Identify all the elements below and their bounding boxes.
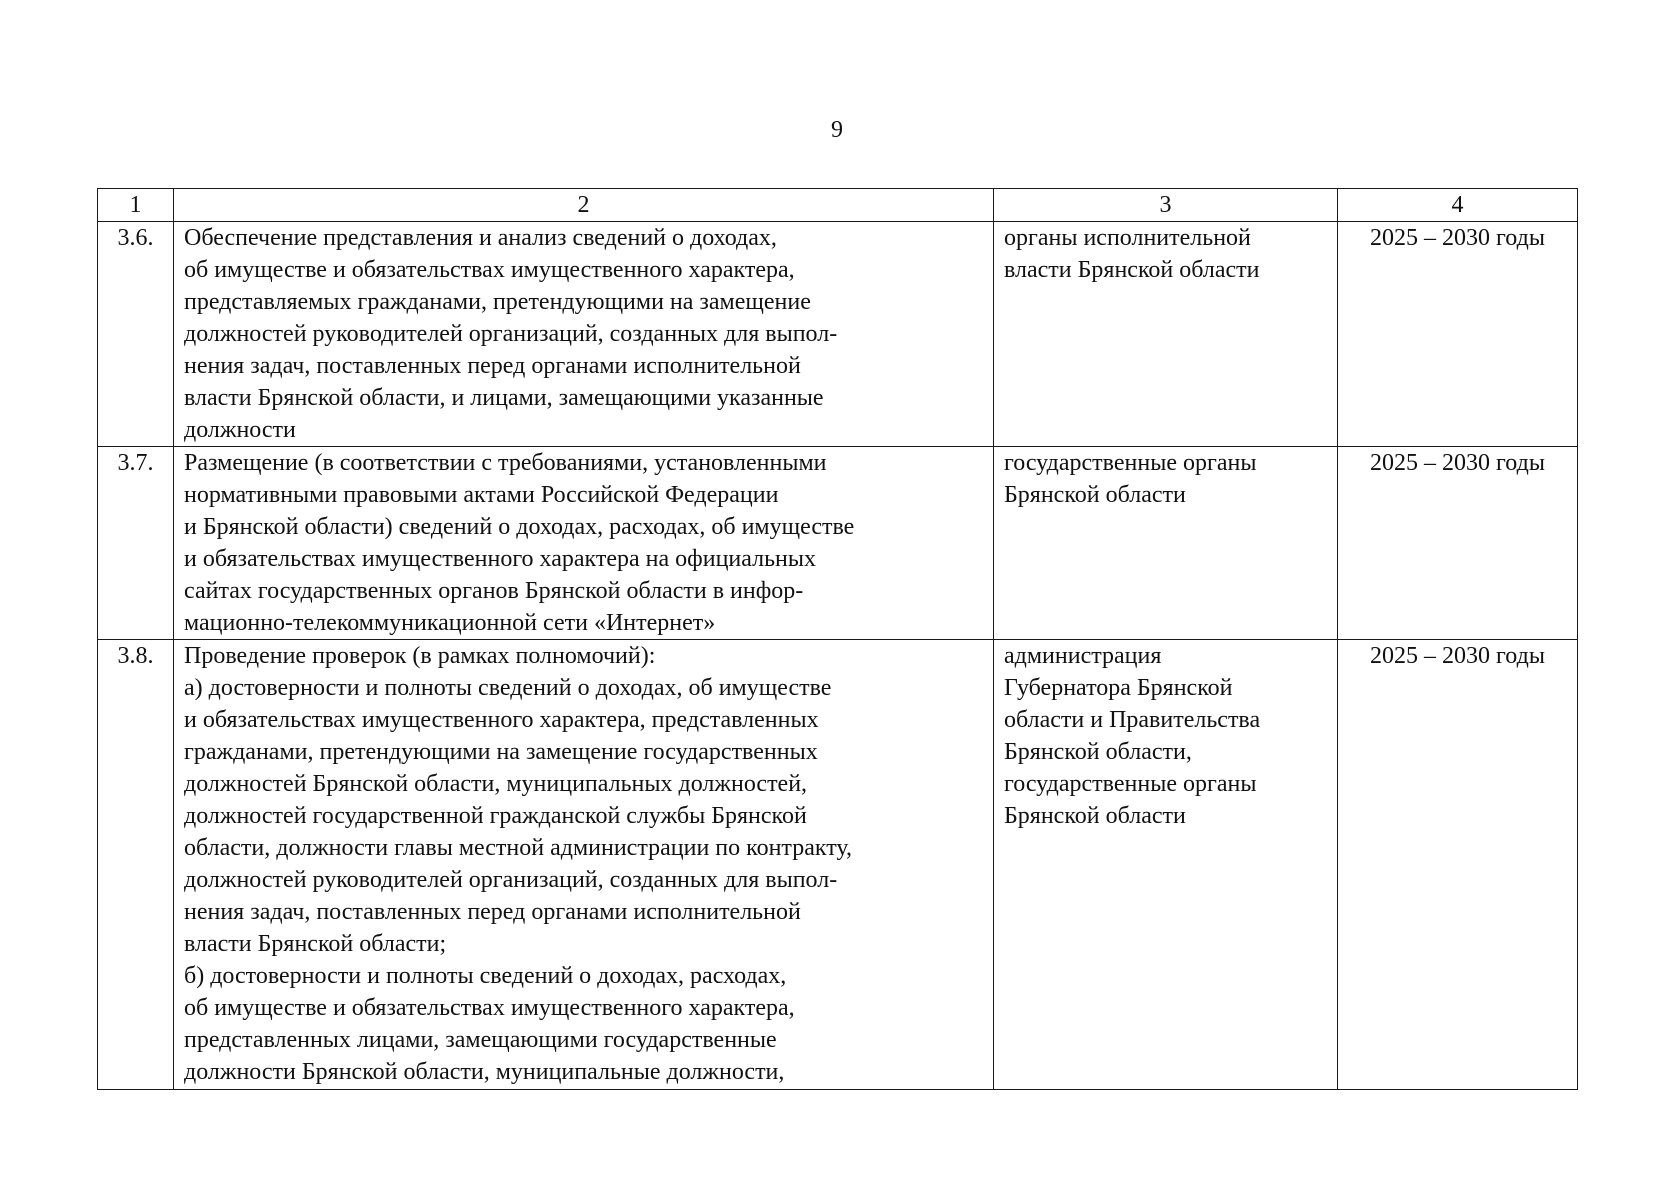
text-line: и обязательствах имущественного характера на официальных: [184, 546, 817, 572]
text-line: и Брянской области) сведений о доходах, расходах, об имуществе: [184, 514, 855, 540]
row-number: 3.7.: [98, 447, 174, 640]
column-header-3: 3: [994, 189, 1338, 222]
row-number: 3.8.: [98, 640, 174, 1090]
table-row: [98, 640, 1578, 1090]
text-line: должностей Брянской области, муниципальных должностей,: [184, 771, 808, 797]
text-line: об имуществе и обязательствах имущественного характера,: [184, 257, 795, 283]
implementation-period: 2025 – 2030 годы: [1338, 640, 1578, 1090]
text-line: Брянской области: [1004, 482, 1186, 508]
text-line: должностей государственной гражданской службы Брянской: [184, 803, 807, 829]
text-line: власти Брянской области;: [184, 931, 447, 957]
measure-description: [174, 222, 994, 447]
responsible-executors: [994, 640, 1338, 1090]
text-line: должностей руководителей организаций, созданных для выпол-: [184, 867, 838, 893]
text-line: области, должности главы местной администрации по контракту,: [184, 835, 852, 861]
table-row: [98, 447, 1578, 640]
text-line: власти Брянской области, и лицами, замещающими указанные: [184, 385, 824, 411]
text-line: и обязательствах имущественного характера, представленных: [184, 707, 819, 733]
column-header-2: 2: [174, 189, 994, 222]
text-line: государственные органы: [1004, 450, 1257, 476]
implementation-period: 2025 – 2030 годы: [1338, 447, 1578, 640]
text-line: представляемых гражданами, претендующими на замещение: [184, 289, 811, 315]
implementation-period: 2025 – 2030 годы: [1338, 222, 1578, 447]
text-line: об имуществе и обязательствах имущественного характера,: [184, 995, 795, 1021]
column-header-4: 4: [1338, 189, 1578, 222]
text-line: Губернатора Брянской: [1004, 675, 1233, 701]
text-line: государственные органы: [1004, 771, 1257, 797]
text-line: Проведение проверок (в рамках полномочий):: [184, 643, 656, 669]
text-line: области и Правительства: [1004, 707, 1261, 733]
page-number: 9: [831, 117, 843, 143]
text-line: гражданами, претендующими на замещение государственных: [184, 739, 818, 765]
table-row: [98, 222, 1578, 447]
row-number: 3.6.: [98, 222, 174, 447]
text-line: власти Брянской области: [1004, 257, 1260, 283]
measure-description: [174, 447, 994, 640]
text-line: нормативными правовыми актами Российской Федерации: [184, 482, 779, 508]
text-line: Брянской области: [1004, 803, 1186, 829]
text-line: б) достоверности и полноты сведений о доходах, расходах,: [184, 963, 787, 989]
text-line: должностей руководителей организаций, созданных для выпол-: [184, 321, 838, 347]
text-line: мационно-телекоммуникационной сети «Интернет»: [184, 610, 716, 636]
measure-description: [174, 640, 994, 1090]
text-line: Обеспечение представления и анализ сведений о доходах,: [184, 225, 777, 251]
measures-table: [97, 188, 1578, 1090]
text-line: Брянской области,: [1004, 739, 1192, 765]
text-line: органы исполнительной: [1004, 225, 1251, 251]
text-line: а) достоверности и полноты сведений о доходах, об имуществе: [184, 675, 832, 701]
table-header-row: [98, 189, 1578, 222]
column-header-1: 1: [98, 189, 174, 222]
text-line: должности Брянской области, муниципальные должности,: [184, 1059, 785, 1085]
text-line: нения задач, поставленных перед органами исполнительной: [184, 899, 801, 925]
responsible-executors: [994, 222, 1338, 447]
text-line: представленных лицами, замещающими государственные: [184, 1027, 777, 1053]
text-line: сайтах государственных органов Брянской области в инфор-: [184, 578, 804, 604]
text-line: Размещение (в соответствии с требованиями, установленными: [184, 450, 827, 476]
text-line: нения задач, поставленных перед органами исполнительной: [184, 353, 801, 379]
responsible-executors: [994, 447, 1338, 640]
text-line: администрация: [1004, 643, 1162, 669]
text-line: должности: [184, 417, 296, 443]
